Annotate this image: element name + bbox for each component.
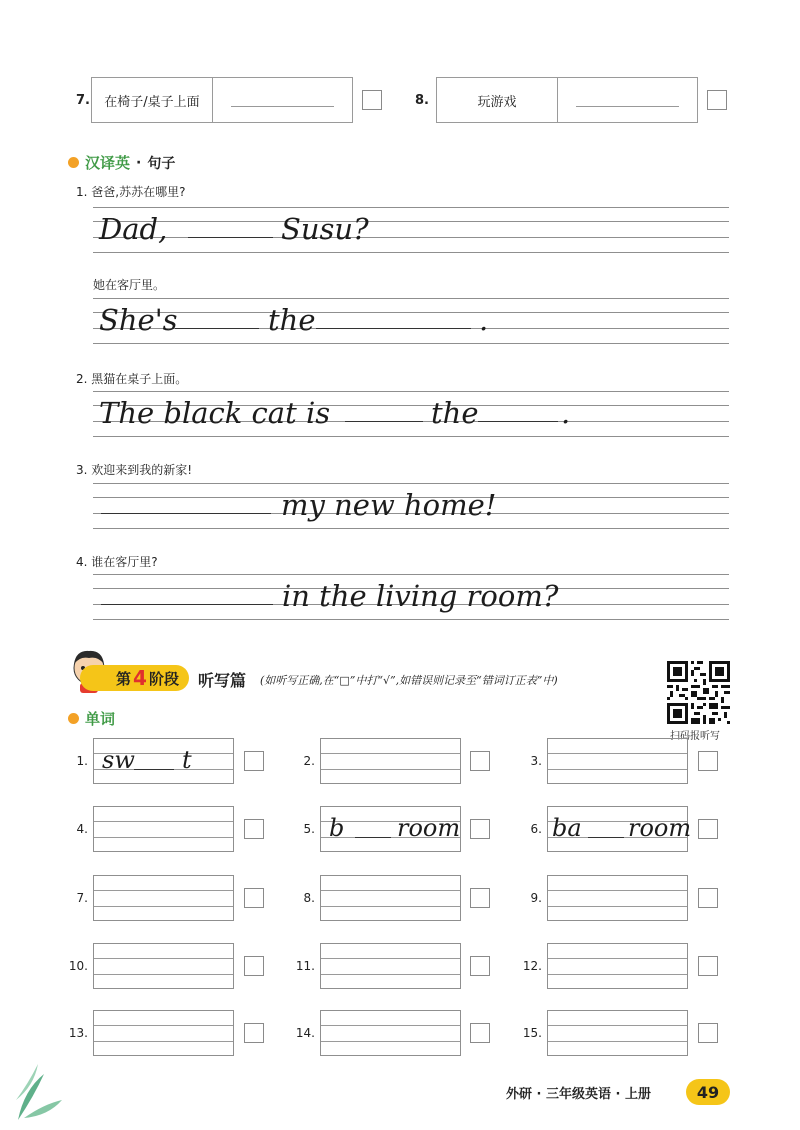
- check-box-word-4[interactable]: [244, 819, 264, 839]
- check-box-word-12[interactable]: [698, 956, 718, 976]
- word-fragment: b: [329, 814, 345, 842]
- writing-strip-1b: [93, 298, 729, 344]
- phrase-box-8: [436, 77, 698, 123]
- word-box-7[interactable]: [93, 875, 234, 921]
- question-prompt-1b: 她在客厅里。: [93, 278, 166, 292]
- check-box-word-11[interactable]: [470, 956, 490, 976]
- stage-instruction: (如听写正确,在“□”中打“√”,如错误则记录至“错词订正表”中): [260, 674, 558, 687]
- writing-strip-1: [93, 207, 729, 253]
- question-prompt-1: 1. 爸爸,苏苏在哪里?: [76, 185, 186, 199]
- word-box-15[interactable]: [547, 1010, 688, 1056]
- section-title: 单词: [85, 710, 116, 728]
- question-prompt-3: 3. 欢迎来到我的新家!: [76, 463, 193, 477]
- answer-blank[interactable]: [478, 421, 558, 422]
- writing-strip-4: [93, 574, 729, 620]
- word-number-11: 11.: [295, 959, 315, 973]
- check-box-word-3[interactable]: [698, 751, 718, 771]
- sentence-text: my new home!: [281, 488, 497, 522]
- word-fragment: room: [628, 814, 692, 842]
- check-box-word-13[interactable]: [244, 1023, 264, 1043]
- word-number-9: 9.: [530, 891, 542, 905]
- answer-blank[interactable]: [345, 421, 423, 422]
- word-fragment: ba: [552, 814, 582, 842]
- word-number-10: 10.: [68, 959, 88, 973]
- sentence-text: Susu?: [281, 212, 369, 246]
- sentence-text: the: [431, 396, 479, 430]
- writing-strip-2: [93, 391, 729, 437]
- word-number-2: 2.: [303, 754, 315, 768]
- check-box-word-9[interactable]: [698, 888, 718, 908]
- word-number-3: 3.: [530, 754, 542, 768]
- phrase-chinese-7: 在椅子/桌子上面: [92, 78, 213, 122]
- section-subtitle: 句子: [147, 155, 176, 172]
- word-number-4: 4.: [76, 822, 88, 836]
- sentence-text: the: [268, 303, 316, 337]
- bullet-dot-icon: [68, 157, 79, 168]
- answer-blank[interactable]: [316, 328, 471, 329]
- sentence-text: She's: [99, 303, 178, 337]
- answer-blank[interactable]: [101, 513, 271, 514]
- sentence-text: Dad,: [99, 212, 168, 246]
- stage-suffix: 阶段: [148, 669, 179, 688]
- stage-prefix: 第: [116, 669, 132, 688]
- word-box-2[interactable]: [320, 738, 461, 784]
- check-box-word-1[interactable]: [244, 751, 264, 771]
- word-box-11[interactable]: [320, 943, 461, 989]
- question-prompt-4: 4. 谁在客厅里?: [76, 555, 158, 569]
- phrase-number-8: 8.: [415, 93, 429, 108]
- word-box-4[interactable]: [93, 806, 234, 852]
- word-box-8[interactable]: [320, 875, 461, 921]
- stage-title: 听写篇: [198, 671, 247, 690]
- word-box-5: [320, 806, 461, 852]
- footer-book-title: 外研 · 三年级英语 · 上册: [506, 1087, 651, 1102]
- sentence-text: The black cat is: [99, 396, 331, 430]
- phrase-answer-7[interactable]: [213, 78, 352, 122]
- check-box-word-7[interactable]: [244, 888, 264, 908]
- phrase-number-7: 7.: [76, 93, 90, 108]
- answer-blank[interactable]: [588, 837, 624, 838]
- check-box-word-6[interactable]: [698, 819, 718, 839]
- sentence-text: .: [479, 303, 489, 337]
- word-number-6: 6.: [530, 822, 542, 836]
- sentence-text: in the living room?: [282, 579, 559, 613]
- qr-caption: 扫码报听写: [670, 731, 720, 742]
- stage-badge: [80, 665, 189, 691]
- phrase-answer-8[interactable]: [558, 78, 697, 122]
- word-box-10[interactable]: [93, 943, 234, 989]
- word-number-12: 12.: [522, 959, 542, 973]
- section-heading-sentences: [68, 152, 175, 173]
- bullet-dot-icon: [68, 713, 79, 724]
- word-box-12[interactable]: [547, 943, 688, 989]
- section-heading-words: [68, 708, 115, 729]
- word-box-14[interactable]: [320, 1010, 461, 1056]
- check-box-word-15[interactable]: [698, 1023, 718, 1043]
- check-box-word-5[interactable]: [470, 819, 490, 839]
- qr-code-icon[interactable]: [667, 661, 730, 724]
- check-box-word-8[interactable]: [470, 888, 490, 908]
- word-number-13: 13.: [68, 1026, 88, 1040]
- check-box-word-10[interactable]: [244, 956, 264, 976]
- section-separator: ·: [136, 154, 142, 171]
- word-box-3[interactable]: [547, 738, 688, 784]
- stage-number: 4: [133, 666, 147, 690]
- word-number-7: 7.: [76, 891, 88, 905]
- leaf-decoration-icon: [14, 1060, 64, 1120]
- answer-blank[interactable]: [134, 769, 174, 770]
- sentence-text: .: [561, 396, 571, 430]
- page-number-badge: 49: [686, 1079, 730, 1105]
- word-number-15: 15.: [522, 1026, 542, 1040]
- word-number-5: 5.: [303, 822, 315, 836]
- word-box-9[interactable]: [547, 875, 688, 921]
- question-prompt-2: 2. 黑猫在桌子上面。: [76, 372, 188, 386]
- section-title: 汉译英: [85, 154, 131, 172]
- check-box-word-2[interactable]: [470, 751, 490, 771]
- word-number-1: 1.: [76, 754, 88, 768]
- word-fragment: sw: [102, 746, 135, 774]
- word-fragment: t: [182, 746, 192, 774]
- word-box-13[interactable]: [93, 1010, 234, 1056]
- phrase-chinese-8: 玩游戏: [437, 78, 558, 122]
- answer-blank[interactable]: [355, 837, 391, 838]
- answer-blank[interactable]: [175, 328, 259, 329]
- phrase-box-7: [91, 77, 353, 123]
- word-number-8: 8.: [303, 891, 315, 905]
- word-box-1: [93, 738, 234, 784]
- word-number-14: 14.: [295, 1026, 315, 1040]
- answer-blank[interactable]: [188, 237, 273, 238]
- check-box-word-14[interactable]: [470, 1023, 490, 1043]
- writing-strip-3: [93, 483, 729, 529]
- answer-blank[interactable]: [101, 604, 273, 605]
- check-box-phrase-7[interactable]: [362, 90, 382, 110]
- check-box-phrase-8[interactable]: [707, 90, 727, 110]
- word-box-6: [547, 806, 692, 852]
- word-fragment: room: [397, 814, 461, 842]
